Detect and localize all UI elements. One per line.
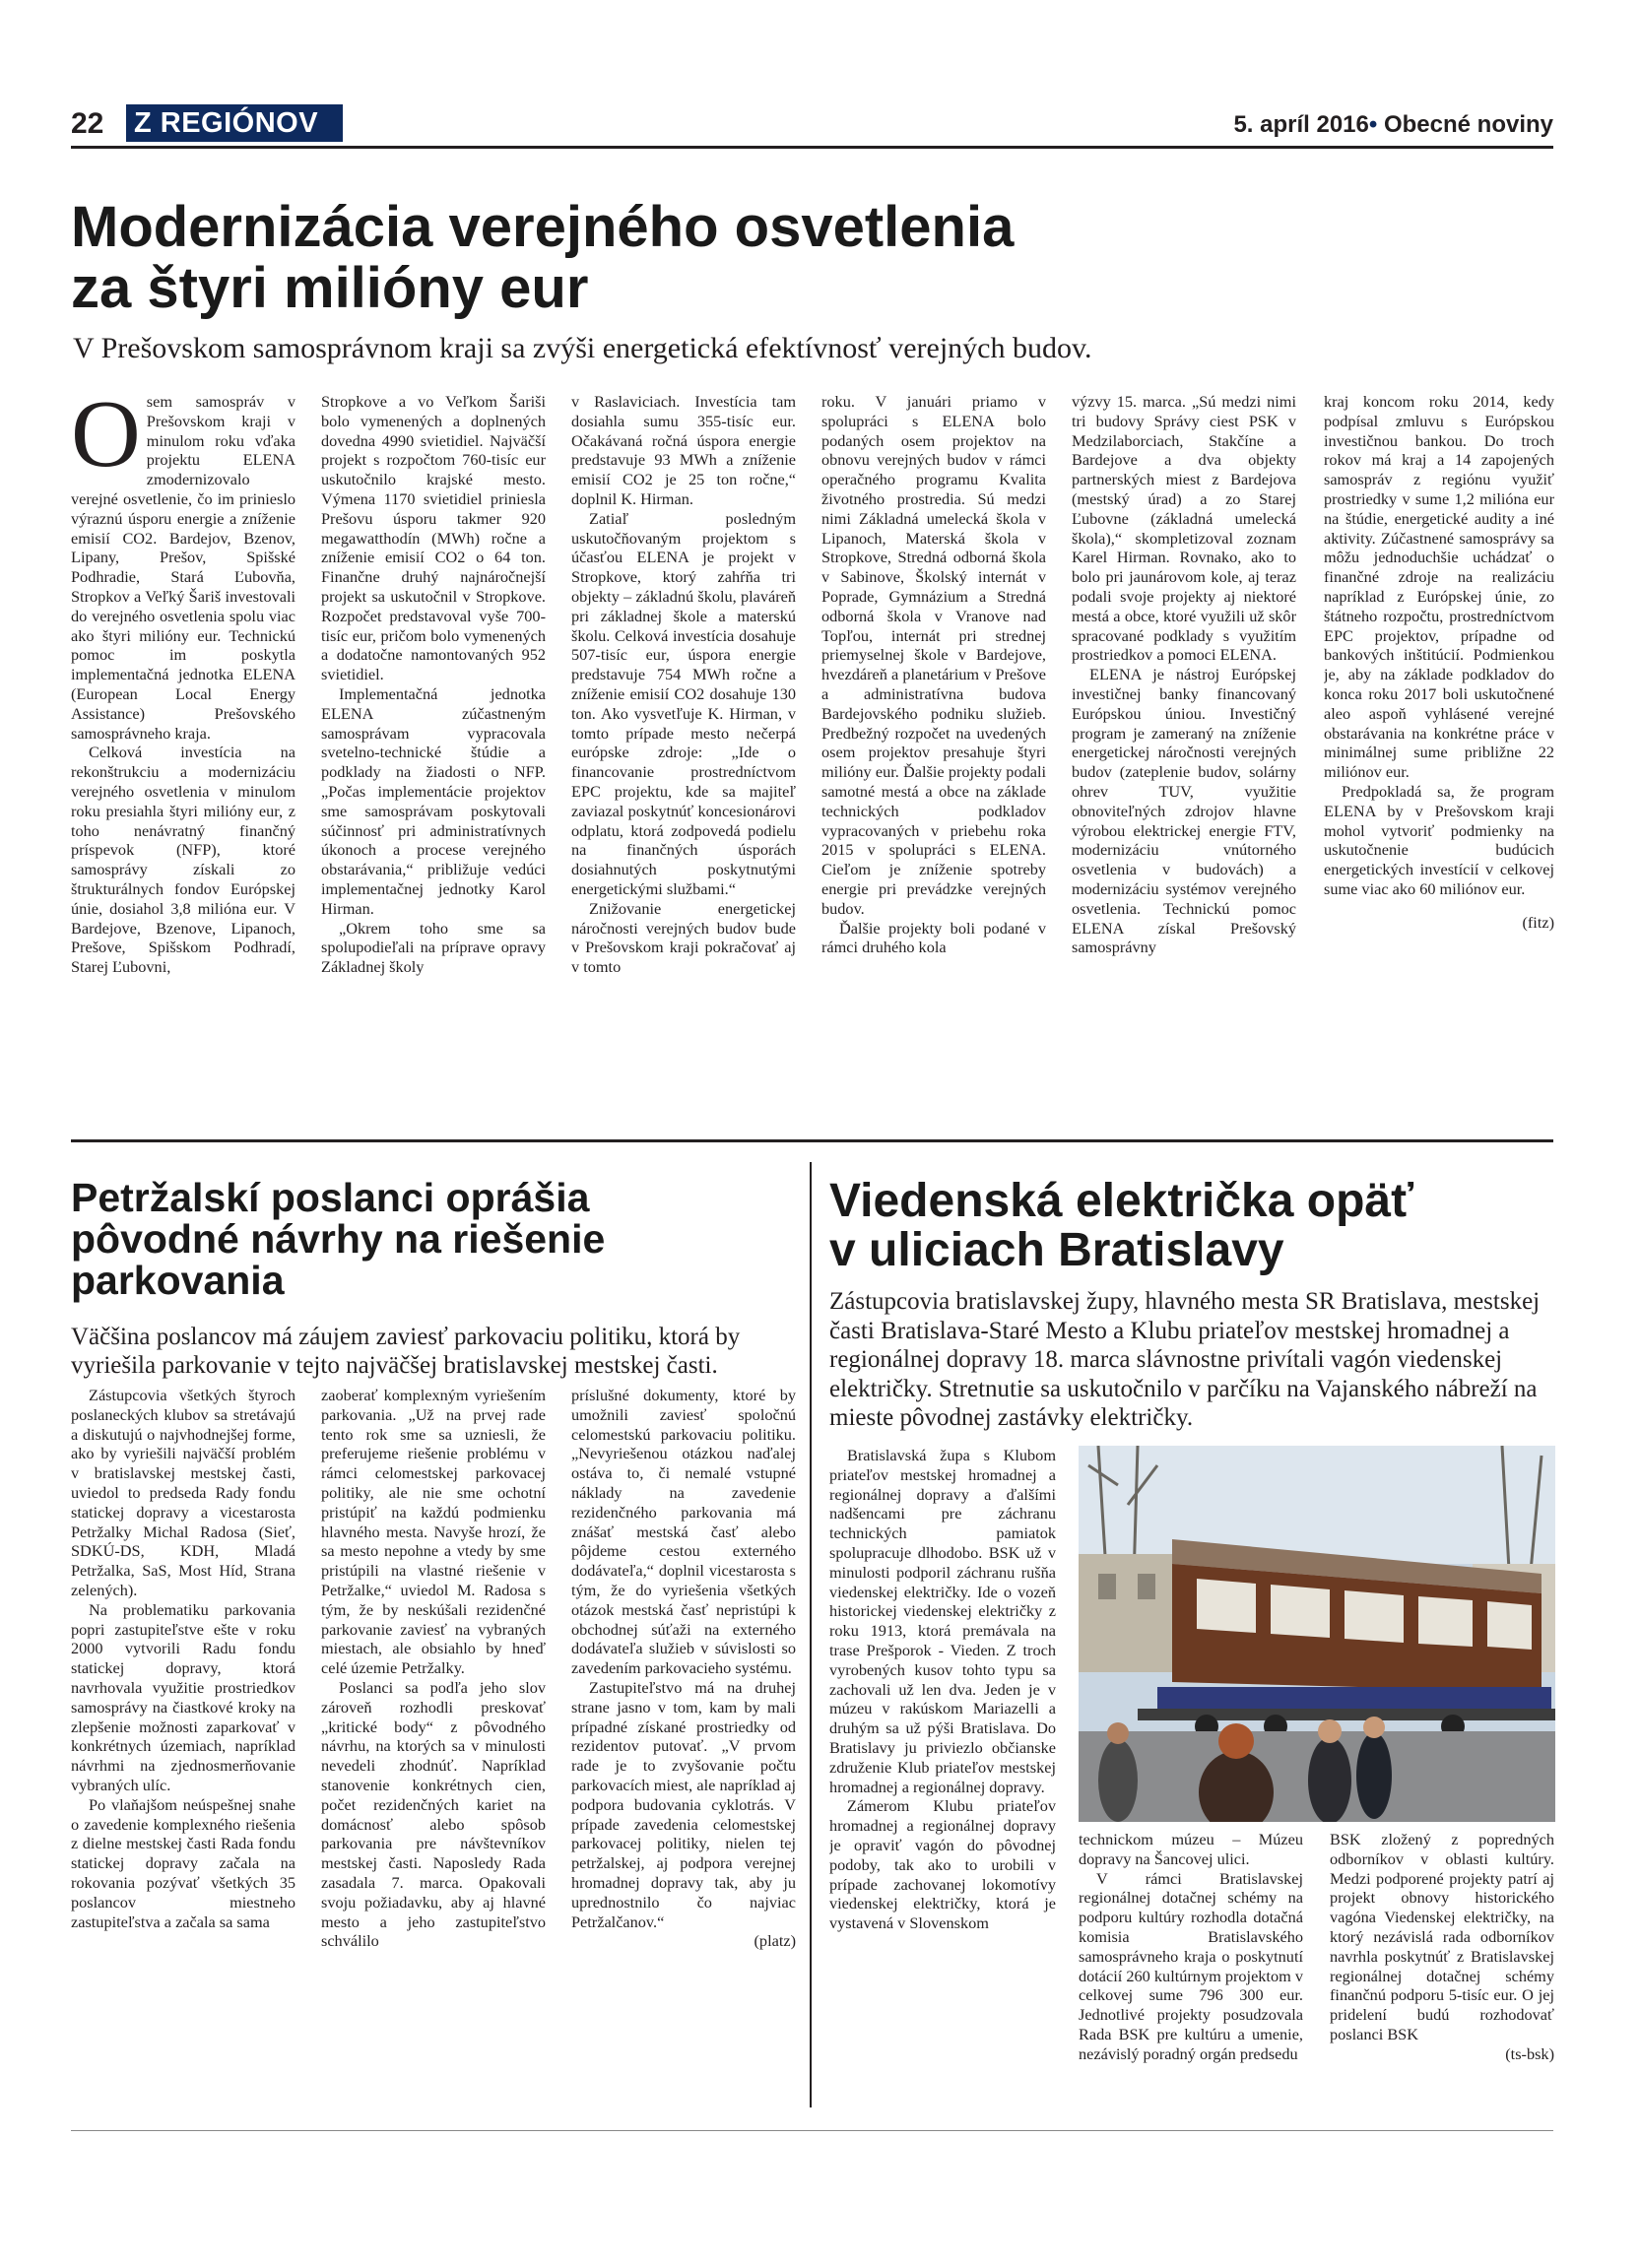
- footer-rule: [71, 2130, 1553, 2131]
- article2-headline-line2: pôvodné návrhy na riešenie: [71, 1216, 606, 1262]
- article1-subtitle: V Prešovskom samosprávnom kraji sa zvýši energetická efektívnosť verejných budov.: [73, 332, 1092, 364]
- article2-subtitle: Väčšina poslancov má záujem zaviesť parkovaciu politiku, ktorá by vyriešila parkovanie v tejto najväčšej bratislavskej mestskej časti.: [71, 1324, 741, 1379]
- article1-column-3: [571, 392, 796, 1123]
- article3-paragraph: Bratislavská župa s Klubom priateľov mestskej hromadnej a regionálnej dopravy a ďalšími nadšencami pre záchranu technických pamiatok spolupracuje dlhodobo. BSK už v minulosti podporil záchranu rušňa viedenskej električky. Ide o vozeň historickej viedenskej električky z roku 1913, ktorá premávala na trase Prešporok - Vieden. Z troch vyrobených kusov tohto typu sa zachovali už len dva. Jeden je v múzeu v rakúskom Mariazelli a druhým sa už pýši Bratislava. Do Bratislavy ju priviezlo občianske združenie Klub priateľov mestskej hromadnej a regionálnej dopravy.: [829, 1446, 1056, 1796]
- article3-paragraph: Zámerom Klubu priateľov hromadnej a regionálnej dopravy je opraviť vagón do pôvodnej podoby, tak ako to urobili v prípade zachovanej lokomotívy viedenskej električky, ktorá je vystavená v Slovenskom: [829, 1796, 1056, 1933]
- article2-headline-line3: parkovania: [71, 1258, 285, 1303]
- article1-paragraph: Predpokladá sa, že program ELENA by v Prešovskom kraji mohol vytvoriť podmienky na uskutočnenie budúcich energetických investícií v celkovej sume viac ako 60 miliónov eur.: [1324, 781, 1554, 898]
- tram-photo: [1079, 1446, 1555, 1822]
- article2-headline: [71, 1177, 790, 1301]
- article1-column-6: [1324, 392, 1554, 1123]
- article2-paragraph: Zastupiteľstvo má na druhej strane jasno v tom, kam by mali prípadné získané prostriedky od rezidentov putovať. „V prvom rade je to zvyšovanie počtu parkovacích miest, ale napríklad aj podpora budovania cyklotrás. V prípade zavedenia celomestskej parkovacej politiky, nielen tej petržalskej, aj podpora verejnej hromadnej dopravy tak, aby ju uprednostnilo čo najviac Petržalčanov.“: [571, 1677, 796, 1931]
- article1-headline-line1: Modernizácia verejného osvetlenia: [71, 195, 1015, 259]
- article2-column-2: [321, 1386, 546, 2122]
- tram-photo-image: [1079, 1446, 1555, 1822]
- article3-paragraph: technickom múzeu – Múzeu dopravy na Šancovej ulici.: [1079, 1830, 1303, 1868]
- article1-paragraph: sem samospráv v Prešovskom kraji v minulom roku vďaka projektu ELENA zmodernizovalo verejné osvetlenie, čo im prinieslo výraznú úsporu energie a zníženie emisií CO2. Bardejov, Bzenov, Lipany, Prešov, Spišské Podhradie, Stará Ľubovňa, Stropkov a Veľký Šariš investovali do verejného osvetlenia spolu viac ako štyri milióny eur. Technickú pomoc im poskytla implementačná jednotka ELENA (European Local Energy Assistance) Prešovského samosprávneho kraja.: [71, 392, 295, 743]
- article2-paragraph: príslušné dokumenty, ktoré by umožnili zaviesť spoločnú celomestskú parkovaciu politiku. „Nevyriešenou otázkou naďalej ostáva to, či nemalé vstupné náklady na zavedenie rezidenčného parkovania má znášať mestská časť alebo pôjdeme cestou externého dodávateľa,“ doplnil vicestarosta s tým, že do vyriešenia všetkých otázok mestská časť nepristúpi k obchodnej súťaži na externého dodávateľa služieb v súvislosti so zavedením parkovacieho systému.: [571, 1386, 796, 1678]
- article1-paragraph: Znižovanie energetickej náročnosti verejných budov bude v Prešovskom kraji pokračovať aj v tomto: [571, 898, 796, 977]
- article2-column-3: [571, 1386, 796, 2122]
- article1-signature: (fitz): [1522, 912, 1554, 932]
- article1-paragraph: v Raslaviciach. Investícia tam dosiahla sumu 355-tisíc eur. Očakávaná ročná úspora energie predstavuje 93 MWh a zníženie emisií CO2 je 25 ton ročne,“ doplnil K. Hirman.: [571, 392, 796, 508]
- article1-column-1: [71, 392, 295, 1123]
- article3-headline-line2: v uliciach Bratislavy: [829, 1224, 1284, 1276]
- article2-paragraph: Po vlaňajšom neúspešnej snahe o zavedenie komplexného riešenia z dielne mestskej časti Rada fondu statickej dopravy začala na rokovania pozývať všetkých 35 poslancov miestneho zastupiteľstva a začala sa sama: [71, 1794, 295, 1931]
- article2-headline-line1: Petržalskí poslanci oprášia: [71, 1175, 590, 1220]
- article1-headline: [71, 197, 1548, 319]
- page-number: 22: [71, 107, 104, 140]
- publication-name: Obecné noviny: [1383, 111, 1553, 138]
- article1-paragraph: Ďalšie projekty boli podané v rámci druhého kola: [821, 918, 1046, 957]
- article-divider: [71, 1139, 1553, 1142]
- issue-info: [1233, 110, 1553, 140]
- article1-column-5: [1072, 392, 1296, 1123]
- article2-paragraph: Poslanci sa podľa jeho slov zároveň rozhodli preskovať „kritické body“ z pôvodného návrhu, na ktorých sa v minulosti nevedeli zhodnúť. Napríklad stanovenie konkrétnych cien, počet rezidenčných kariet na domácnosť alebo spôsob parkovania pre návštevníkov mestskej časti. Naposledy Rada zasadala 7. marca. Opakovali svoju požiadavku, aby aj hlavné mesto a jeho zastupiteľstvo schválilo: [321, 1677, 546, 1951]
- article1-paragraph: Celková investícia na rekonštrukciu a modernizáciu verejného osvetlenia v minulom roku presiahla štyri milióny eur, z toho nenávratný finančný príspevok (NFP), ktoré samosprávy získali zo štrukturálnych fondov Európskej únie, dosiahol 3,8 milióna eur. V Bardejove, Bzenove, Lipanoch, Prešove, Spišskom Podhradí, Starej Ľubovni,: [71, 743, 295, 977]
- header-rule: [71, 146, 1553, 149]
- article1-headline-line2: za štyri milióny eur: [71, 256, 589, 320]
- article1-paragraph: Zatiaľ posledným uskutočňovaným projektom s účasťou ELENA je projekt v Stropkove, ktorý zahŕňa tri objekty – základnú školu, plaváreň pri základnej škole a materskú školu. Celková investícia dosahuje 507-tisíc eur, úspora energie predstavuje 754 MWh ročne a zníženie emisií CO2 dosahuje 130 ton. Ako vysvetľuje K. Hirman, v tomto prípade mesto nečerpá európske zdroje: „Ide o financovanie prostredníctvom EPC projektu, kde sa majiteľ zaviazal poskytnúť koncesionárovi odplatu, ktorá zodpovedá podielu na finančných úsporách dosiahnutých poskytnutými energetickými službami.“: [571, 508, 796, 898]
- article3-column-2: [1079, 1830, 1303, 2122]
- article1-paragraph: roku. V januári priamo v spolupráci s ELENA bolo podaných osem projektov na obnovu verejných budov v rámci operačného programu Kvalita životného prostredia. Sú medzi nimi Základná umelecká škola v Lipanoch, Materská škola v Stropkove, Stredná odborná škola v Sabinove, Školský internát v Poprade, Gymnázium a Stredná odborná škola v Vranove nad Topľou, internát pri strednej priemyselnej škole v Bardejove, hvezdáreň a planetárium v Prešove a administratívna budova Bardejovského podniku služieb. Predbežný rozpočet na uvedených osem projektov presahuje štyri milióny eur. Ďalšie projekty podali samotné mestá a obce na základe technických podkladov vypracovaných v priebehu roka 2015 v spolupráci s ELENA. Cieľom je zníženie spotreby energie pri prevádzke verejných budov.: [821, 392, 1046, 918]
- article1-column-2: [321, 392, 546, 1123]
- article2-signature: (platz): [754, 1931, 796, 1951]
- article3-headline-line1: Viedenská električka opäť: [829, 1175, 1414, 1227]
- article1-paragraph: ELENA je nástroj Európskej investičnej banky financovaný Európskou úniou. Investičný program je zameraný na zníženie energetickej náročnosti verejných budov (zateplenie budov, solárny ohrev TUV, využitie obnoviteľných zdrojov hlavne výrobou elektrickej energie FTV, modernizáciu vnútorného osvetlenia v budovách) a modernizáciu systémov verejného osvetlenia. Technickú pomoc ELENA získal Prešovský samosprávny: [1072, 665, 1296, 957]
- article1-paragraph: výzvy 15. marca. „Sú medzi nimi tri budovy Správy ciest PSK v Medzilaborciach, Stakčíne a Bardejove a dva objekty partnerských miest z Bardejova (mestský úrad) a zo Starej Ľubovne (základná umelecká škola),“ skompletizoval zoznam Karel Hirman. Rovnako, ako to bolo pri jaunárovom kole, aj teraz podali svoje projekty aj niektoré mestá a obce, ktoré využili už skôr spracované podklady s využitím prostriedkov a pomoci ELENA.: [1072, 392, 1296, 665]
- article2-paragraph: Na problematiku parkovania popri zastupiteľstve ešte v roku 2000 vytvorili Radu fondu statickej dopravy, ktorá navrhovala využitie prostriedkov samosprávy na čiastkové kroky na zlepšenie možnosti zaparkovať v konkrétnych územiach, napríklad návrhmi na zjednosmerňovanie vybraných ulíc.: [71, 1599, 295, 1794]
- article3-paragraph: V rámci Bratislavskej regionálnej dotačnej schémy na podporu kultúry rozhodla dotačná komisia Bratislavského samosprávneho kraja o poskytnutí dotácií 260 kultúrnym projektom v celkovej sume 796 300 eur. Jednotlivé projekty posudzovala Rada BSK pre kultúru a umenie, nezávislý poradný orgán predsedu: [1079, 1868, 1303, 2063]
- article2-column-1: [71, 1386, 295, 2122]
- article2-paragraph: zaoberať komplexným vyriešením parkovania. „Už na prvej rade tento rok sme sa uzniesli, že preferujeme riešenie problému v rámci celomestskej parkovacej politiky, ale nie sme ochotní pristúpiť na každú podmienku hlavného mesta. Navyše hrozí, že sa mesto nepohne a vtedy by sme pristúpili na vlastné riešenie v Petržalke,“ uviedol M. Radosa s tým, že by neskúšali rezidenčné parkovanie zaviesť na vybraných miestach, ale obsiahlo by hneď celé územie Petržalky.: [321, 1386, 546, 1678]
- article3-subtitle: Zástupcovia bratislavskej župy, hlavného mesta SR Bratislava, mestskej časti Bratislava-Staré Mesto a Klubu priateľov mestskej hromadnej a regionálnej dopravy 18. marca slávnostne privítali vagón viedenskej električky. Stretnutie sa uskutočnilo v parčíku na Vajanského nábreží na mieste pôvodnej zastávky električky.: [829, 1288, 1541, 1431]
- issue-date: 5. apríl 2016: [1233, 111, 1369, 138]
- article3-paragraph: BSK zložený z popredných odborníkov v oblasti kultúry. Medzi podporené projekty patrí aj projekt obnovy historického vagóna Viedenskej električky, na ktorý nezávislá rada odborníkov navrhla poskytnúť z Bratislavskej regionálnej dotačnej schémy finančnú podporu 5-tisíc eur. O jej pridelení budú rozhodovať poslanci BSK: [1330, 1830, 1554, 2043]
- article3-column-1: [829, 1446, 1056, 2122]
- article2-paragraph: Zástupcovia všetkých štyroch poslaneckých klubov sa stretávajú a diskutujú o najvhodnejšej forme, ako by vyriešili najväčší problém v bratislavskej mestskej časti, uviedol to predseda Rady fondu statickej dopravy a vicestarosta Petržalky Michal Radosa (Sieť, SDKÚ-DS, KDH, Mladá Petržalka, SaS, Most Híd, Strana zelených).: [71, 1386, 295, 1599]
- article1-paragraph: Implementačná jednotka ELENA zúčastneným samosprávam vypracovala svetelno-technické štúdie a podklady na žiadosti o NFP. „Počas implementácie projektov sme samosprávam poskytovali súčinnosť pri administratívnych úkonoch a procese verejného obstarávania,“ približuje vedúci implementačnej jednotky Karol Hirman.: [321, 683, 546, 918]
- article3-signature: (ts-bsk): [1505, 2043, 1554, 2063]
- article3-headline: [829, 1177, 1558, 1275]
- separator-bullet: •: [1368, 111, 1378, 138]
- column-divider: [810, 1162, 812, 2107]
- dropcap: O: [71, 392, 141, 487]
- article1-paragraph: Stropkove a vo Veľkom Šariši bolo vymenených a doplnených dovedna 4990 svietidiel. Najväčší projekt s rozpočtom 760-tisíc eur uskutočnilo krajské mesto. Výmena 1170 svietidiel priniesla Prešovu úsporu takmer 920 megawatthodín (MWh) ročne a zníženie emisií CO2 o 64 ton. Finančne druhý najnáročnejší projekt sa uskutočnil v Stropkove. Rozpočet predstavoval vyše 700-tisíc eur, pričom bolo vymenených a dodatočne namontovaných 952 svietidiel.: [321, 392, 546, 684]
- article3-column-3: [1330, 1830, 1554, 2122]
- section-label: Z REGIÓNOV: [126, 104, 343, 142]
- article1-paragraph: „Okrem toho sme sa spolupodieľali na prípravе opravy Základnej školy: [321, 918, 546, 977]
- article1-column-4: [821, 392, 1046, 1123]
- article1-paragraph: kraj koncom roku 2014, kedy podpísal zmluvu s Európskou investičnou bankou. Do troch rokov má kraj a 14 zapojených samospráv z regiónu využiť prostriedky v sume 1,2 milióna eur na štúdie, energetické audity a iné aktivity. Zúčastnené samosprávy sa môžu jednoduchšie uchádzať o finančné zdroje na realizáciu napríklad z Európskej únie, zo štátneho rozpočtu, prostredníctvom EPC projektov, prípadne od bankových inštitúcií. Podmienkou je, aby na základe podkladov do konca roku 2017 boli uskutočnené aleo aspoň vyhlásené verejné obstarávania na konkrétne práce v minimálnej sume približne 22 miliónov eur.: [1324, 392, 1554, 782]
